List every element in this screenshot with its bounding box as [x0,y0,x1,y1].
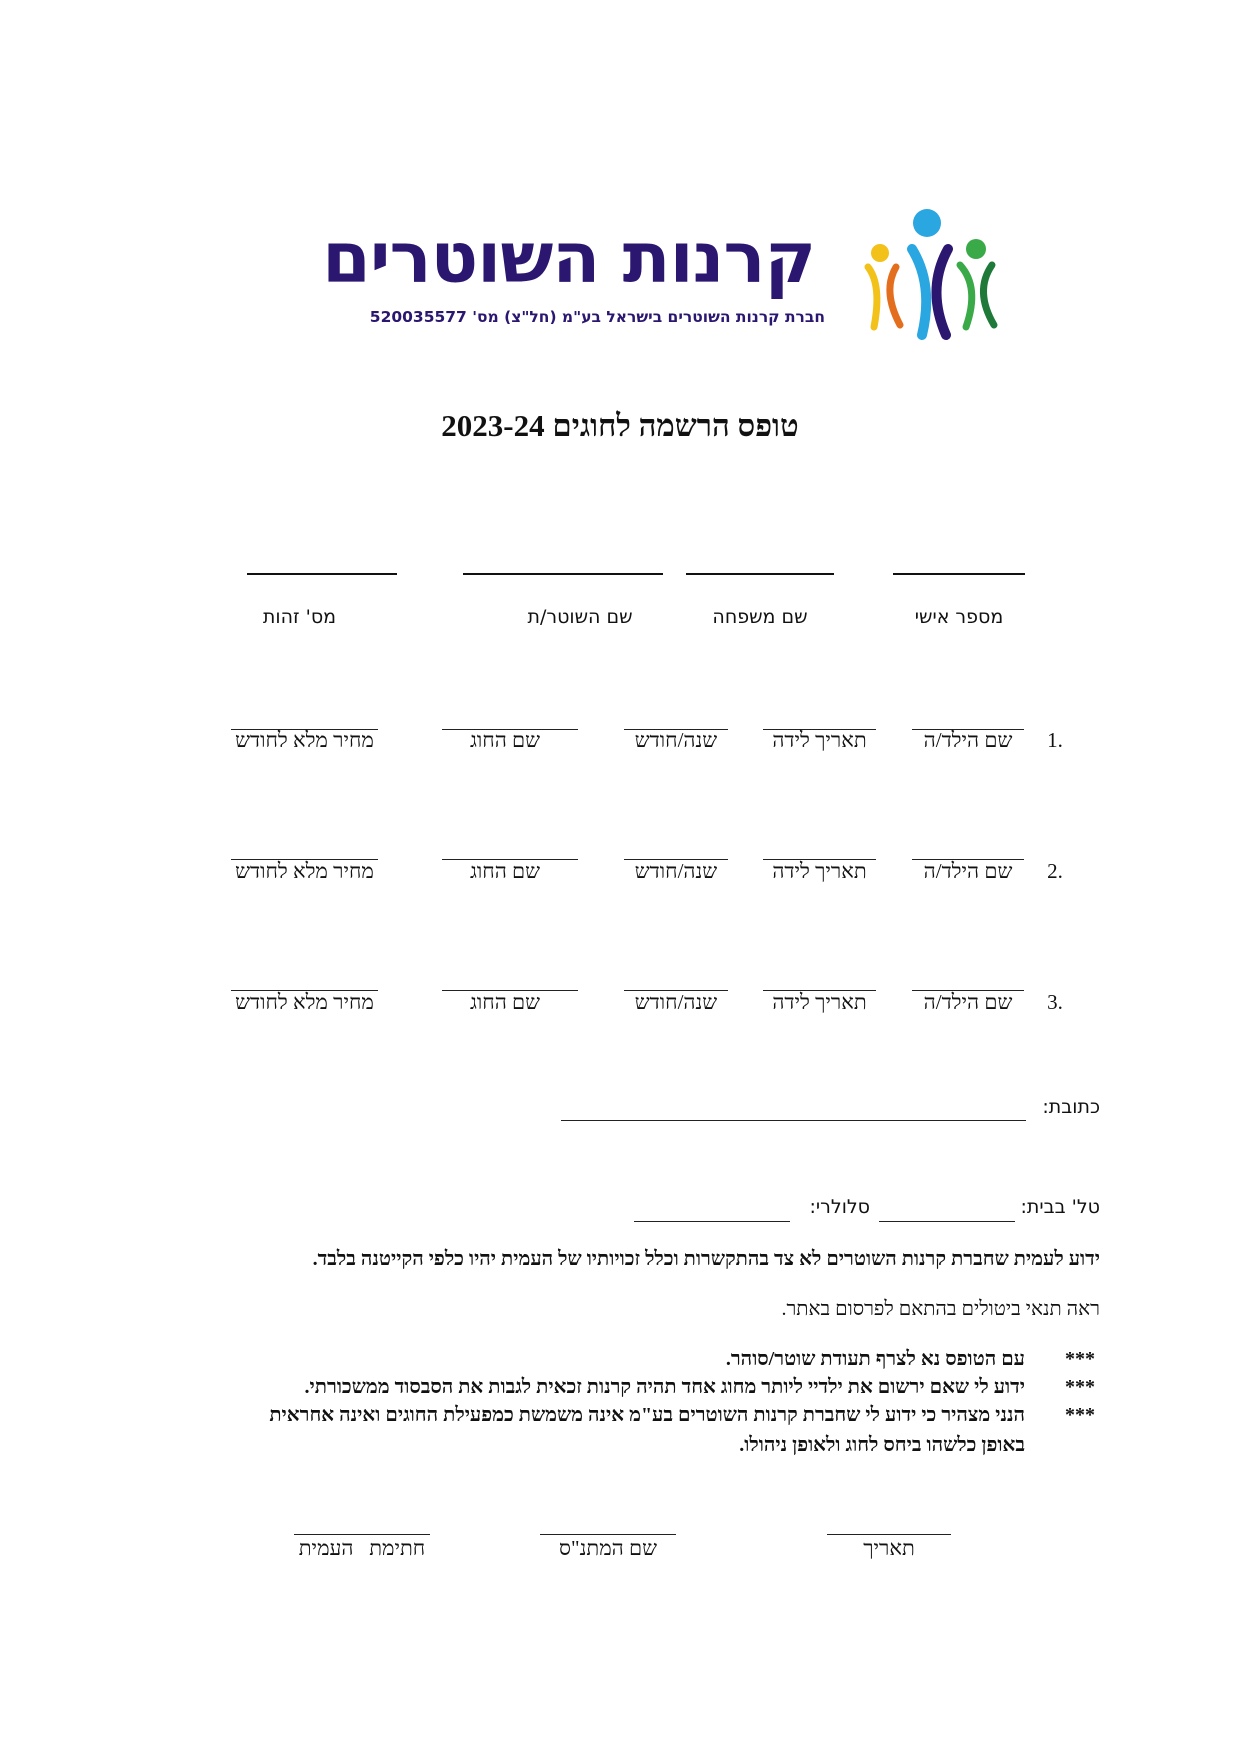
last-name-label: שם משפחה [712,606,808,628]
date-signature-label: תאריך [863,1536,915,1560]
member-signature-label: חתימת העמית [298,1536,426,1560]
class-name-label: שם החוג [469,990,541,1014]
logo-subtitle: חברת קרנות השוטרים בישראל בע"מ (חל"צ) מס' 520035577 [369,308,825,326]
coordinator-signature-label: שם המתנ"ס [559,1536,657,1560]
bullet-1: עם הטופס נא לצרף תעודת שוטר/סוהר. [725,1348,1025,1370]
logo-navy-arm [936,249,948,335]
child-name-label: שם הילד/ה [923,728,1013,752]
bullet-2: ידוע לי שאם ירשום את ילדיי ליותר מחוג אחד תהיה קרנות זכאית לגבות את הסבסוד ממשכורתי. [304,1376,1025,1398]
logo [322,205,1010,345]
form-title: טופס הרשמה לחוגים 2023-24 [441,408,799,443]
logo-green-arm [960,265,972,327]
logo-title: קרנות השוטרים [322,217,815,299]
last-name-line[interactable] [686,573,834,575]
bullet-stars: *** [1065,1404,1095,1426]
bullet-stars: *** [1065,1376,1095,1398]
logo-figures-icon [860,205,1010,345]
logo-darkgreen-arm [983,265,994,325]
bullet-3: הנני מצהיר כי ידוע לי שחברת קרנות השוטרים בע"מ אינה משמשת כמפעילת החוגים ואינה אחראית [269,1404,1025,1426]
personal-number-line[interactable] [893,573,1025,575]
year-month-label: שנה/חודש [634,728,718,752]
row-number: .1 [1047,728,1063,752]
notice-cancellation: ראה תנאי ביטולים בהתאם לפרסום באתר. [781,1298,1100,1320]
child-name-label: שם הילד/ה [923,859,1013,883]
child-name-label: שם הילד/ה [923,990,1013,1014]
logo-blue-arm [912,249,926,335]
row-number: .3 [1047,990,1063,1014]
bullet-3-continued: באופן כלשהו ביחס לחוג ולאופן ניהולו. [739,1434,1025,1456]
logo-blue-head [913,209,941,237]
officer-name-line[interactable] [463,573,663,575]
row-number: .2 [1047,859,1063,883]
id-number-line[interactable] [247,573,397,575]
class-name-label: שם החוג [469,728,541,752]
year-month-label: שנה/חודש [634,990,718,1014]
birth-date-label: תאריך לידה [772,990,867,1014]
id-number-label: מס' זהות [262,606,337,628]
bullet-stars: *** [1065,1348,1095,1370]
address-label: כתובת: [1042,1096,1100,1118]
notice-liability: ידוע לעמית שחברת קרנות השוטרים לא צד בהתקשרות וכלל זכויותיו של העמית יהיו כלפי הקייטנה בלבד. [312,1248,1100,1270]
home-phone-label: טל' בבית: [1020,1196,1100,1218]
mobile-line[interactable] [634,1221,790,1222]
coordinator-signature-line[interactable] [540,1534,676,1535]
year-month-label: שנה/חודש [634,859,718,883]
address-line[interactable] [561,1120,1026,1121]
full-price-label: מחיר מלא לחודש [235,990,374,1014]
member-signature-line[interactable] [294,1534,430,1535]
home-phone-line[interactable] [879,1221,1015,1222]
full-price-label: מחיר מלא לחודש [235,728,374,752]
full-price-label: מחיר מלא לחודש [235,859,374,883]
class-name-label: שם החוג [469,859,541,883]
personal-number-label: מספר אישי [914,606,1004,628]
mobile-label: סלולרי: [809,1196,870,1218]
logo-yellow-arm [868,267,877,327]
logo-green-head [966,239,986,259]
officer-name-label: שם השוטר/ת [527,606,633,628]
birth-date-label: תאריך לידה [772,728,867,752]
birth-date-label: תאריך לידה [772,859,867,883]
logo-orange-arm [890,267,900,325]
logo-yellow-head [871,244,889,262]
date-signature-line[interactable] [827,1534,951,1535]
